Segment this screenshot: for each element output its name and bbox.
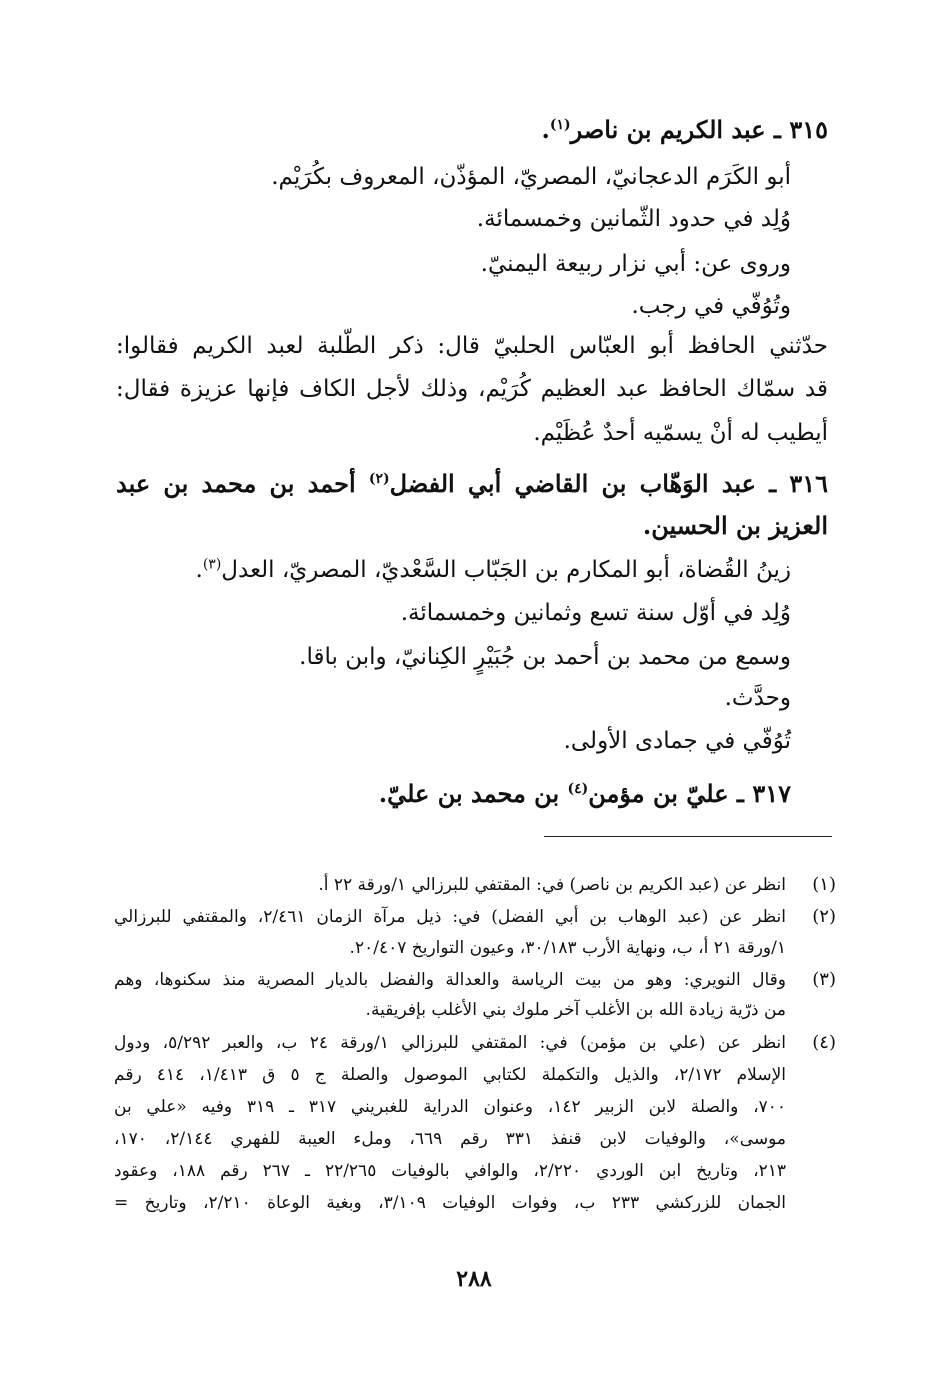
entry-317-title-end: بن محمد بن عليّ. — [378, 779, 568, 808]
entry-315-heading — [542, 114, 828, 146]
entry-315-title: ٣١٥ ـ عبد الكريم بن ناصر — [570, 115, 828, 144]
page-number: ٢٨٨ — [456, 1266, 492, 1292]
footnote-4-number: (٤) — [812, 1032, 836, 1053]
entry-317-title: ٣١٧ ـ عليّ بن مؤمن — [588, 779, 791, 808]
footnote-divider — [544, 836, 832, 837]
entry-316-line-2: وُلِد في أوّل سنة تسع وثمانين وخمسمائة. — [400, 600, 791, 626]
entry-315-line-3: وروى عن: أبي نزار ربيعة اليمنيّ. — [480, 251, 791, 277]
footnote-ref-2[interactable]: (٢) — [368, 471, 390, 487]
footnote-3-number: (٣) — [812, 969, 836, 990]
footnote-1-number: (١) — [812, 874, 836, 895]
entry-316-line-1-text: زينُ القُضاة، أبو المكارم بن الجَبّاب السَّعْديّ، المصريّ، العدل — [221, 557, 791, 583]
footnote-ref-1[interactable]: (١) — [549, 117, 571, 133]
entry-315-line-7: أيطيب له أنْ يسمّيه أحدٌ عُظَيْم. — [533, 420, 828, 446]
entry-316-title-cont: أحمد بن محمد بن عبد — [116, 469, 369, 498]
entry-315-line-2: وُلِد في حدود الثّمانين وخمسمائة. — [476, 206, 791, 232]
footnote-4-line-6: الجمان للزركشي ٢٣٣ ب، وفوات الوفيات ٣/١٠٩، وبغية الوعاة ٢/٢١٠، وتاريخ = — [114, 1193, 787, 1213]
entry-316-heading — [116, 468, 828, 500]
entry-316-line-1 — [196, 555, 791, 585]
footnote-4-line-2: الإسلام ٢/١٧٢، والذيل والتكملة لكتابي الموصول والصلة ج ٥ ق ١/٤١٣، ٤١٤ رقم — [114, 1065, 786, 1085]
entry-315-line-1: أبو الكَرَم الدعجانيّ، المصريّ، المؤذّن، المعروف بكُرَيْم. — [271, 164, 791, 190]
entry-315-line-6: قد سمّاك الحافظ عبد العظيم كُرَيْم، وذلك لأجل الكاف فإنها عزيزة فقال: — [116, 376, 828, 402]
footnote-ref-4[interactable]: (٤) — [567, 781, 589, 797]
footnote-4-line-1: انظر عن (علي بن مؤمن) في: المقتفي للبرزالي ١/ورقة ٢٤ ب، والعبر ٥/٢٩٢، ودول — [114, 1033, 786, 1053]
footnote-4-line-5: ٢١٣، وتاريخ ابن الوردي ٢/٢٢٠، والوافي بالوفيات ٢٢/٢٦٥ ـ ٢٦٧ رقم ١٨٨، وعقود — [114, 1161, 786, 1181]
footnote-3-line-1: وقال النويري: وهو من بيت الرياسة والعدالة والفضل بالديار المصرية منذ سكنوها، وهم — [114, 970, 786, 990]
footnote-2-number: (٢) — [812, 906, 836, 927]
footnote-ref-3[interactable]: (٣) — [202, 556, 222, 573]
entry-316-title: ٣١٦ ـ عبد الوَهّاب بن القاضي أبي الفضل — [389, 469, 828, 498]
footnote-4-line-4: موسى»، والوفيات لابن قنفذ ٣٣١ رقم ٦٦٩، وملء العيبة للفهري ٢/١٤٤، ١٧٠، — [114, 1129, 786, 1149]
entry-315-title-end: . — [541, 115, 550, 144]
footnote-3-line-2: من ذرّية زيادة الله بن الأغلب آخر ملوك بني الأغلب بإفريقية. — [365, 1000, 786, 1020]
entry-315-line-5: حدّثني الحافظ أبو العبّاس الحلبيّ قال: ذكر الطّلبة لعبد الكريم فقالوا: — [116, 333, 828, 359]
footnote-2-line-2: ١/ورقة ٢١ أ، ب، ونهاية الأرب ٣٠/١٨٣، وعيون التواريخ ٢٠/٤٠٧. — [349, 938, 786, 958]
entry-316-line-5: تُوُفّي في جمادى الأولى. — [563, 728, 791, 754]
footnote-4-line-3: ٧٠٠، والصلة لابن الزبير ١٤٢، وعنوان الدراية للغبريني ٣١٧ ـ ٣١٩ وفيه «علي بن — [114, 1097, 787, 1117]
footnote-2-line-1: انظر عن (عبد الوهاب بن أبي الفضل) في: ذيل مرآة الزمان ٢/٤٦١، والمقتفي للبرزالي — [114, 907, 786, 927]
entry-316-heading-line-2: العزيز بن الحسين. — [642, 511, 828, 540]
footnote-1-line-1: انظر عن (عبد الكريم بن ناصر) في: المقتفي للبرزالي ١/ورقة ٢٢ أ. — [318, 875, 786, 895]
entry-316-line-1-end: . — [195, 557, 203, 583]
entry-317-heading — [379, 778, 791, 810]
entry-316-line-3: وسمع من محمد بن أحمد بن جُبَيْرٍ الكِنانيّ، وابن باقا. — [299, 644, 791, 670]
entry-315-line-4: وتُوُفّي في رجب. — [631, 293, 791, 319]
entry-316-line-4: وحدَّث. — [724, 685, 791, 711]
